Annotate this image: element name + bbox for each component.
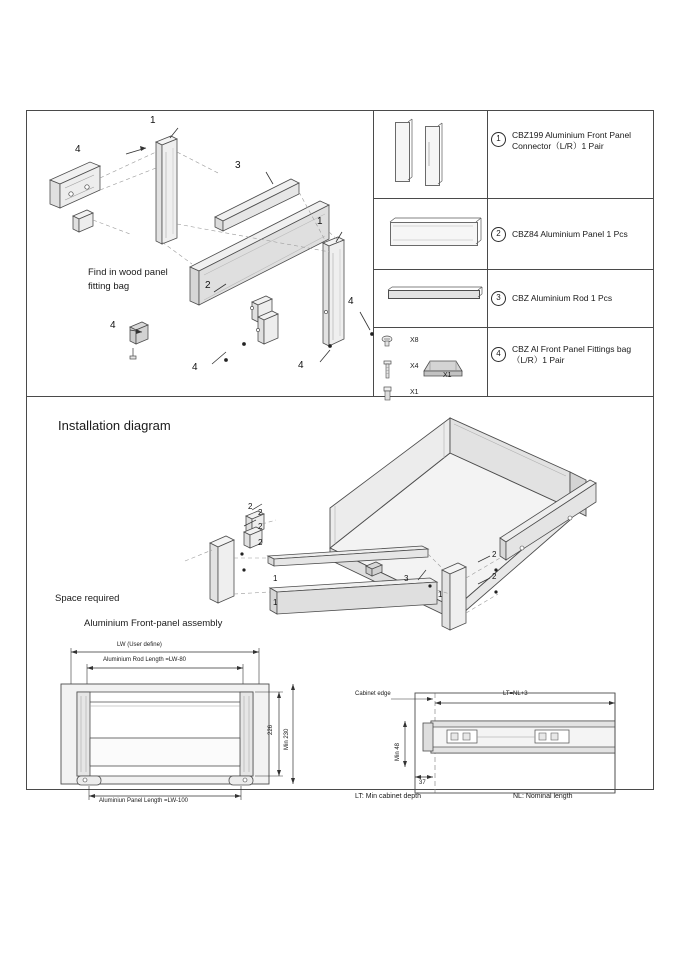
- part-label-2: CBZ84 Aluminium Panel 1 Pcs: [512, 229, 628, 239]
- install-callout-2b: 2: [258, 508, 263, 517]
- part-number-2: 2: [491, 227, 506, 242]
- exploded-callout-1b: 1: [317, 216, 323, 227]
- dim-min-230-label: Min 230: [284, 728, 290, 750]
- exploded-callout-4a: 4: [75, 144, 81, 155]
- fitting-qty-screw-long: X4: [410, 363, 419, 370]
- parts-label-separator: [487, 110, 488, 198]
- exploded-view: [30, 112, 370, 394]
- install-callout-2c: 2: [258, 522, 263, 531]
- part-label-1: CBZ199 Aluminium Front Panel Connector（L/R）1 Pair: [512, 130, 632, 151]
- legend-nl: NL: Nominal length: [513, 793, 573, 800]
- install-callout-2f: 2: [492, 572, 497, 581]
- install-callout-1c: 1: [438, 590, 443, 599]
- installation-illustration: [30, 398, 654, 648]
- exploded-callout-4e: 4: [348, 296, 354, 307]
- install-callout-2e: 2: [492, 550, 497, 559]
- dim-37-label: 37: [419, 780, 426, 786]
- parts-row-separator: [373, 269, 654, 270]
- part-number-1: 1: [491, 132, 506, 147]
- dim-panel-length-label: Aluminiun Panel Length =LW-100: [99, 798, 189, 804]
- wood-panel-note-line1: Find in wood panel: [88, 267, 168, 278]
- wood-panel-note-line2: fitting bag: [88, 281, 130, 292]
- part-label-4: CBZ Al Front Panel Fittings bag（L/R）1 Pair: [512, 344, 632, 365]
- front-panel-assembly-label: Aluminium Front-panel assembly: [84, 618, 223, 629]
- install-callout-2a: 2: [248, 502, 253, 511]
- fitting-qty-plug: X1: [410, 389, 419, 396]
- front-dimension-drawing: [55, 640, 295, 810]
- exploded-callout-1a: 1: [150, 115, 156, 126]
- legend-lt: LT: Min cabinet depth: [355, 793, 422, 800]
- exploded-callout-4b: 4: [110, 320, 116, 331]
- parts-row-separator: [373, 327, 654, 328]
- parts-list-divider: [373, 110, 374, 396]
- dim-min48-label: Min 48: [395, 742, 401, 761]
- parts-row-separator: [373, 198, 654, 199]
- exploded-callout-4d: 4: [298, 360, 304, 371]
- depth-dimension-drawing: [355, 685, 645, 810]
- installation-heading: Installation diagram: [58, 418, 171, 433]
- install-callout-1b: 1: [273, 598, 278, 607]
- exploded-callout-2: 2: [205, 280, 211, 291]
- install-callout-3: 3: [404, 574, 409, 583]
- install-callout-1a: 1: [273, 574, 278, 583]
- dim-lt-label: LT=NL+3: [503, 691, 528, 697]
- dim-height-226-label: 226: [268, 724, 274, 735]
- part-number-3: 3: [491, 291, 506, 306]
- fitting-qty-screw-small: X8: [410, 337, 419, 344]
- section-divider: [26, 396, 654, 397]
- space-required-label: Space required: [55, 593, 120, 604]
- exploded-callout-4c: 4: [192, 362, 198, 373]
- dim-rod-length-label: Aluminium Rod Length =LW-80: [103, 657, 186, 663]
- fitting-qty-cover-cap: X1: [443, 372, 452, 379]
- dim-lw-label: LW (User define): [117, 642, 162, 648]
- part-number-4: 4: [491, 347, 506, 362]
- exploded-callout-3: 3: [235, 160, 241, 171]
- cabinet-edge-label: Cabinet edge: [355, 691, 391, 697]
- parts-label-separator: [487, 327, 488, 396]
- part-label-3: CBZ Aluminium Rod 1 Pcs: [512, 293, 613, 303]
- install-callout-2d: 2: [258, 538, 263, 547]
